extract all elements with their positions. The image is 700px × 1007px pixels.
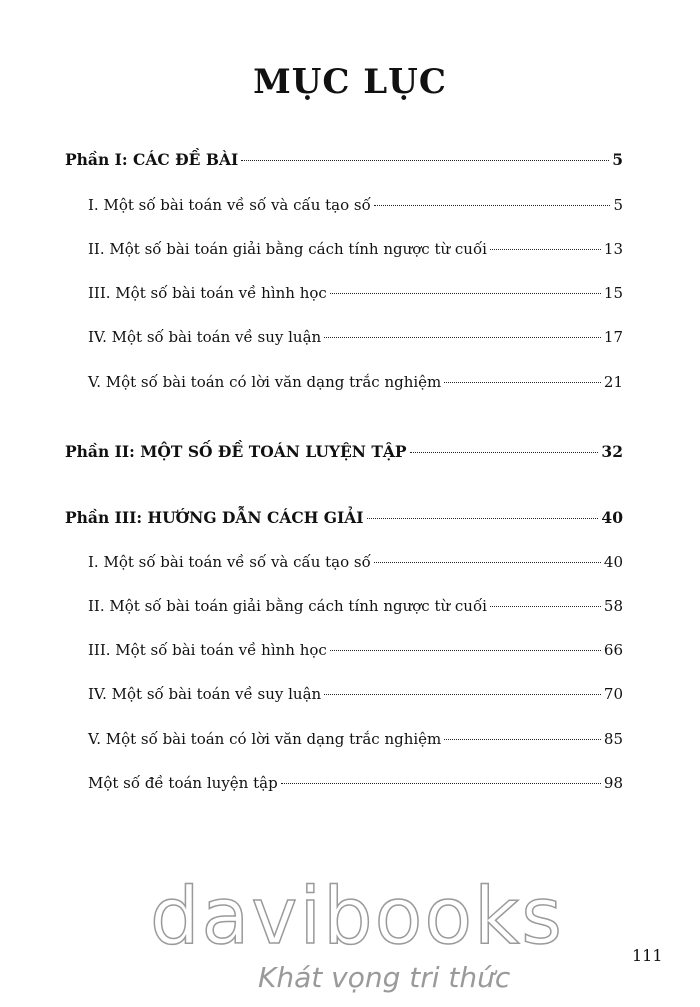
toc-entry-page: 13	[603, 240, 623, 258]
dot-leader	[490, 249, 601, 250]
toc-entry-label: Một số đề toán luyện tập	[88, 774, 278, 792]
dot-leader	[330, 293, 601, 294]
toc-entry-page: 40	[603, 553, 623, 571]
toc-entry-label: V. Một số bài toán có lời văn dạng trắc nghiệm	[88, 730, 442, 748]
toc-entry-page: 40	[601, 508, 623, 527]
toc-entry[interactable]	[88, 195, 623, 215]
toc-entry-page: 15	[603, 284, 623, 302]
dot-leader	[324, 694, 601, 695]
watermark-tagline: Khát vọng tri thức	[258, 961, 511, 994]
toc-entry[interactable]	[88, 596, 623, 616]
dot-leader	[444, 382, 601, 383]
toc-entry[interactable]	[88, 552, 623, 572]
toc-entry[interactable]	[88, 640, 623, 660]
dot-leader	[490, 606, 601, 607]
page-number: 111	[632, 946, 663, 965]
toc-entry-label: Phần II: MỘT SỐ ĐỀ TOÁN LUYỆN TẬP	[65, 442, 407, 461]
toc-entry-label: II. Một số bài toán giải bằng cách tính ngược từ cuối	[88, 240, 487, 258]
toc-entry-page: 66	[603, 641, 623, 659]
toc-entry-label: III. Một số bài toán về hình học	[88, 284, 327, 302]
toc-entry[interactable]	[88, 684, 623, 704]
toc-entry-label: III. Một số bài toán về hình học	[88, 641, 327, 659]
toc-entry-page: 32	[601, 442, 623, 461]
toc-entry[interactable]	[88, 729, 623, 749]
toc-entry-label: Phần III: HƯỚNG DẪN CÁCH GIẢI	[65, 508, 364, 527]
toc-entry-label: I. Một số bài toán về số và cấu tạo số	[88, 196, 371, 214]
toc-entry-page: 5	[613, 196, 623, 214]
toc-entry-part-3[interactable]	[65, 508, 623, 528]
toc-entry-page: 85	[603, 730, 623, 748]
toc-entry-page: 98	[603, 774, 623, 792]
toc-entry[interactable]	[88, 773, 623, 793]
dot-leader	[444, 739, 601, 740]
dot-leader	[281, 783, 601, 784]
toc-entry-page: 17	[603, 328, 623, 346]
dot-leader	[410, 452, 599, 453]
toc-entry[interactable]	[88, 327, 623, 347]
toc-entry-page: 58	[603, 597, 623, 615]
dot-leader	[367, 518, 599, 519]
dot-leader	[241, 160, 609, 161]
toc-entry-page: 70	[603, 685, 623, 703]
toc-entry-part-2[interactable]	[65, 442, 623, 462]
toc-entry-label: IV. Một số bài toán về suy luận	[88, 685, 322, 703]
toc-entry[interactable]	[88, 372, 623, 392]
watermark-brand: davibooks	[150, 872, 564, 962]
toc-entry-page: 5	[612, 150, 623, 169]
toc-entry-label: IV. Một số bài toán về suy luận	[88, 328, 322, 346]
toc-entry[interactable]	[88, 283, 623, 303]
toc-entry-label: II. Một số bài toán giải bằng cách tính ngược từ cuối	[88, 597, 487, 615]
toc-entry-label: I. Một số bài toán về số và cấu tạo số	[88, 553, 371, 571]
toc-entry[interactable]	[88, 239, 623, 259]
page-title: MỤC LỤC	[253, 62, 447, 102]
dot-leader	[374, 562, 601, 563]
toc-entry-label: Phần I: CÁC ĐỀ BÀI	[65, 150, 239, 169]
toc-entry-page: 21	[603, 373, 623, 391]
toc-entry-part-1[interactable]	[65, 150, 623, 170]
dot-leader	[374, 205, 611, 206]
dot-leader	[324, 337, 601, 338]
dot-leader	[330, 650, 601, 651]
toc-entry-label: V. Một số bài toán có lời văn dạng trắc nghiệm	[88, 373, 442, 391]
